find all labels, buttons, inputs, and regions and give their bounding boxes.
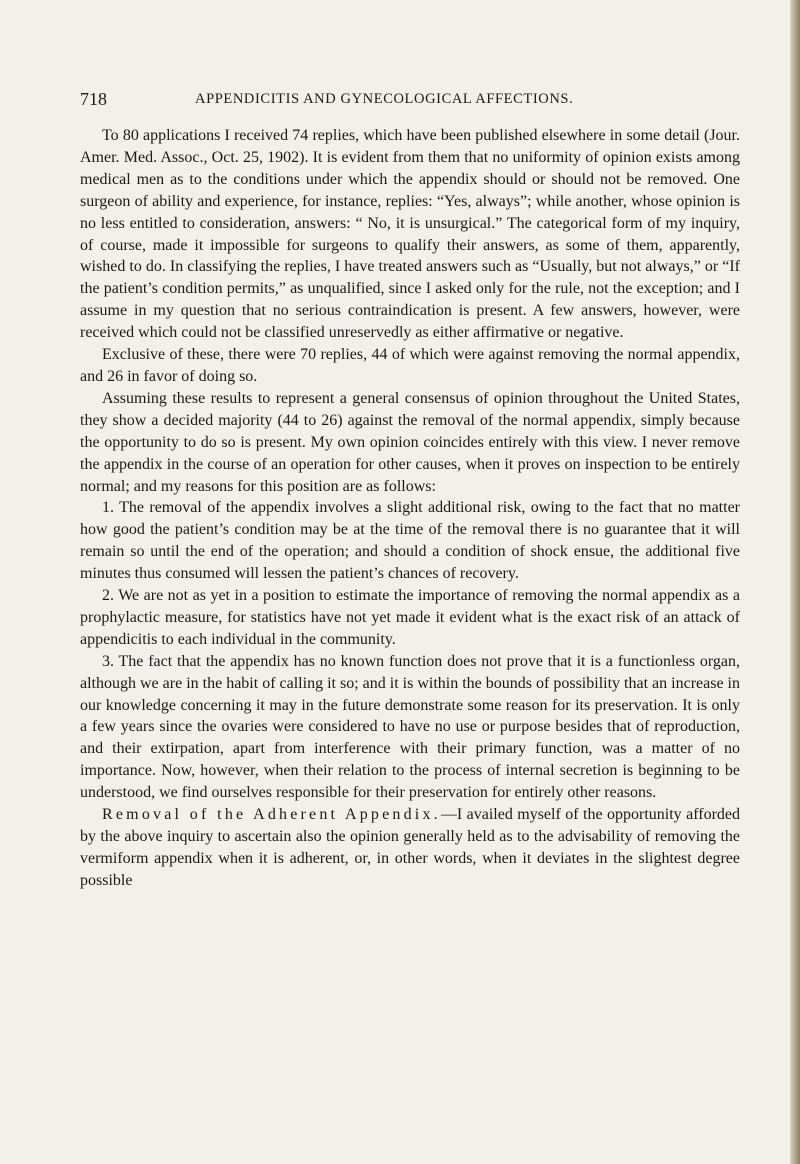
- page-number: 718: [80, 89, 107, 109]
- paragraph: 2. We are not as yet in a position to estimate the importance of removing the normal appendix as a prophylactic measure, for statistics have not yet made it evident what is the exact risk of an attack of appendicitis to each individual in the community.: [80, 587, 740, 648]
- paragraph: 3. The fact that the appendix has no known function does not prove that it is a functionless organ, although we are in the habit of calling it so; and it is within the bounds of possibility that an increase in our knowledge concerning it may in the future demonstrate some reason for its preservation. It is only a few years since the ovaries were considered to have no use or purpose besides that of reproduction, and their extirpation, apart from interference with their primary function, was a matter of no importance. Now, however, when their relation to the process of internal secretion is beginning to be understood, we find ourselves responsible for their preservation for entirely other reasons.: [80, 652, 740, 802]
- section-heading: Removal of the Adherent Appendix.: [102, 806, 441, 824]
- running-head: APPENDICITIS AND GYNECOLOGICAL AFFECTIONS.: [195, 91, 574, 107]
- paragraph: To 80 applications I received 74 replies, which have been published elsewhere in some detail (Jour. Amer. Med. Assoc., Oct. 25, 1902). It is evident from them that no uniformity of opinion exists among medical men as to the conditions under which the appendix should or should not be removed. One surgeon of ability and experience, for instance, replies: “Yes, always”; while another, whose opinion is no less entitled to consideration, answers: “ No, it is unsurgical.” The categorical form of my inquiry, of course, made it impossible for surgeons to qualify their answers, as some of them, apparently, wished to do. In classifying the replies, I have treated answers such as “Usually, but not always,” or “If the patient’s condition permits,” as unqualified, since I asked only for the rule, not the exception; and I assume in my question that no serious contraindication is present. A few answers, however, were received which could not be classified unreservedly as either affirmative or negative.: [80, 127, 740, 342]
- section-paragraph: [80, 804, 740, 892]
- page-edge: [790, 0, 800, 1164]
- page-header: [80, 87, 740, 111]
- paragraph: Assuming these results to represent a general consensus of opinion throughout the United States, they show a decided majority (44 to 26) against the removal of the normal appendix, simply because the opportunity to do so is present. My own opinion coincides entirely with this view. I never remove the appendix in the course of an operation for other causes, when it proves on inspection to be entirely normal; and my reasons for this position are as follows:: [80, 389, 740, 495]
- paragraph: Exclusive of these, there were 70 replies, 44 of which were against removing the normal appendix, and 26 in favor of doing so.: [80, 346, 740, 385]
- paragraph: 1. The removal of the appendix involves a slight additional risk, owing to the fact that no matter how good the patient’s condition may be at the time of the removal there is no guarantee that it will remain so until the end of the operation; and should a condition of shock ensue, the additional five minutes thus consumed will lessen the patient’s chances of recovery.: [80, 499, 740, 583]
- body-text: [80, 125, 740, 892]
- section-text: —I availed myself of the opportunity afforded by the above inquiry to ascertain also the opinion generally held as to the advisability of removing the vermiform appendix when it is adherent, or, in other words, when it deviates in the slightest degree possible: [80, 806, 740, 889]
